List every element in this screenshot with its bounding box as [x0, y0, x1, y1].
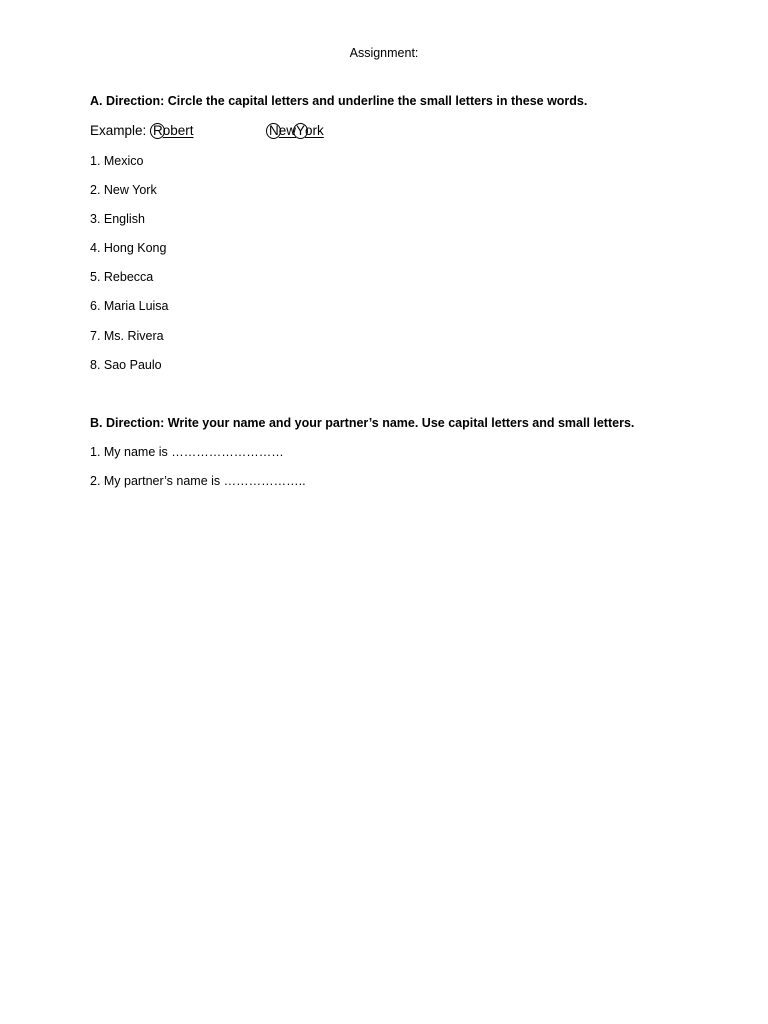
underlined-small-letters: ork	[305, 123, 324, 138]
circled-capital-letter: N	[269, 123, 279, 138]
list-item: 2. New York	[90, 183, 157, 197]
page-title: Assignment:	[349, 46, 419, 60]
list-item: 1. Mexico	[90, 154, 144, 168]
list-item: 4. Hong Kong	[90, 241, 167, 255]
example-word-new-york	[269, 123, 324, 138]
example-label: Example:	[90, 123, 147, 138]
list-item: 1. My name is ………………………	[90, 445, 284, 459]
circled-capital-letter: Y	[296, 123, 306, 138]
list-item: 7. Ms. Rivera	[90, 329, 164, 343]
example-word-robert	[153, 123, 194, 138]
list-item: 2. My partner’s name is ………………..	[90, 474, 306, 488]
list-item: 8. Sao Paulo	[90, 358, 162, 372]
underlined-small-letters: ew	[278, 123, 297, 138]
underlined-small-letters: obert	[162, 123, 194, 138]
section-b-direction: B. Direction: Write your name and your partner’s name. Use capital letters and small letters.	[90, 416, 635, 430]
section-a-direction: A. Direction: Circle the capital letters and underline the small letters in these words.	[90, 94, 588, 108]
list-item: 5. Rebecca	[90, 270, 154, 284]
circled-capital-letter: R	[153, 123, 163, 138]
list-item: 6. Maria Luisa	[90, 299, 169, 313]
list-item: 3. English	[90, 212, 145, 226]
